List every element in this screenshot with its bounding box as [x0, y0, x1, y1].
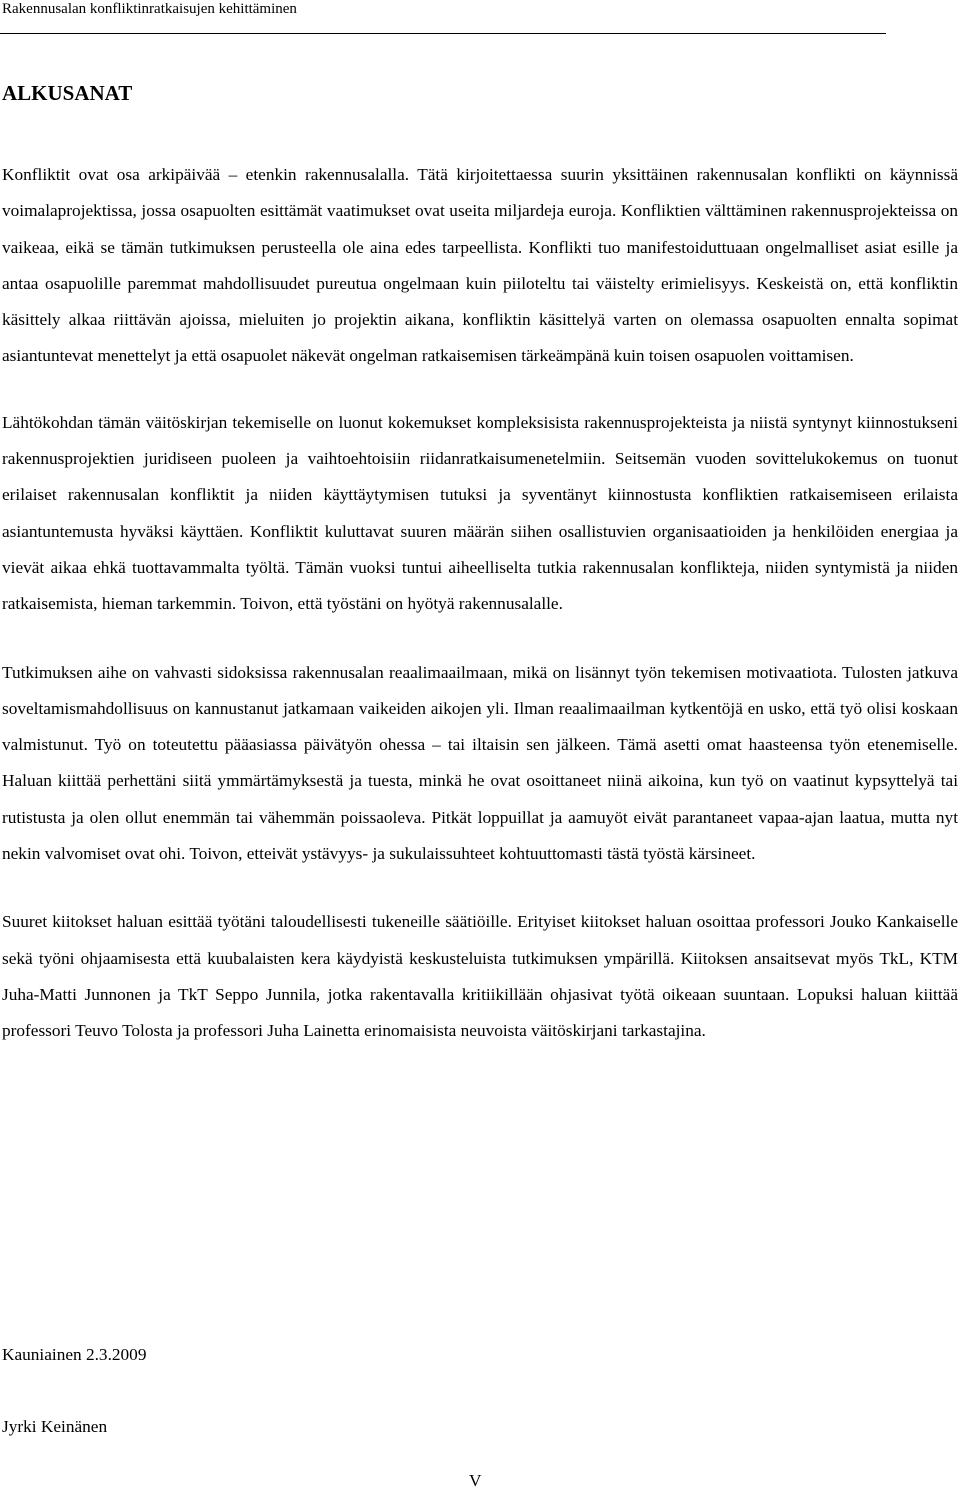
body-text — [2, 157, 958, 1050]
page-number: V — [469, 1471, 482, 1490]
paragraph-3: Tutkimuksen aihe on vahvasti sidoksissa rakennusalan reaalimaailmaan, mikä on lisännyt työn tekemisen motivaatiota. Tulosten jatkuva soveltamismahdollisuus on kannustanut jatkamaan vaikeiden aikojen yli. Ilman reaalimaailman kytkentöjä en usko, että työ olisi koskaan valmistunut. Työ on toteutettu pääasiassa päivätyön ohessa – tai iltaisin sen jälkeen. Tämä asetti omat haasteensa työn etenemiselle. Haluan kiittää perhettäni siitä ymmärtämyksestä ja tuesta, minkä he ovat osoittaneet niinä aikoina, kun työ on vaatinut kypsyttelyä tai rutistusta ja olen ollut enemmän tai vähemmän poissaoleva. Pitkät loppuillat ja aamuyöt eivät parantaneet vapaa-ajan laatua, mutta nyt nekin valvomiset ovat ohi. Toivon, etteivät ystävyys- ja sukulaissuhteet kohtuuttomasti tästä työstä kärsineet. — [2, 662, 958, 864]
signature-place-date: Kauniainen 2.3.2009 — [2, 1345, 147, 1364]
signature-author: Jyrki Keinänen — [2, 1417, 108, 1436]
header-divider — [0, 33, 886, 34]
paragraph-1: Konfliktit ovat osa arkipäivää – etenkin rakennusalalla. Tätä kirjoitettaessa suurin yksittäinen rakennusalan konflikti on käynnissä voimalaprojektissa, jossa osapuolten esittämät vaatimukset ovat useita miljardeja euroja. Konfliktien välttäminen rakennusprojekteissa on vaikeaa, eikä se tämän tutkimuksen perusteella ole aina edes tarpeellista. Konflikti tuo manifestoiduttuaan ongelmalliset asiat esille ja antaa osapuolille paremmat mahdollisuudet pureutua ongelmaan kuin piiloteltu tai väistelty erimielisyys. Keskeistä on, että konfliktin käsittely alkaa riittävän ajoissa, mieluiten jo projektin aikana, konfliktin käsittelyä varten on olemassa osapuolten ennalta sopimat asiantuntevat menettelyt ja että osapuolet näkevät ongelman ratkaisemisen tärkeämpänä kuin toisen osapuolen voittamisen. — [2, 165, 958, 366]
running-header: Rakennusalan konfliktinratkaisujen kehittäminen — [2, 1, 297, 17]
paragraph-4: Suuret kiitokset haluan esittää työtäni taloudellisesti tukeneille säätiöille. Erityiset kiitokset haluan osoittaa professori Jouko Kankaiselle sekä työni ohjaamisesta että kuubalaisten kera käydyistä keskusteluista tutkimuksen ympärillä. Kiitoksen ansaitsevat myös TkL, KTM Juha-Matti Junnonen ja TkT Seppo Junnila, jotka rakentavalla kritiikillään ohjasivat työtä oikeaan suuntaan. Lopuksi haluan kiittää professori Teuvo Tolosta ja professori Juha Lainetta erinomaisista neuvoista väitöskirjani tarkastajina. — [2, 912, 958, 1041]
section-title: ALKUSANAT — [2, 81, 133, 105]
paragraph-2: Lähtökohdan tämän väitöskirjan tekemiselle on luonut kokemukset kompleksisista rakennusprojekteista ja niistä syntynyt kiinnostukseni rakennusprojektien juridiseen puoleen ja vaihtoehtoisiin riidanratkaisumenetelmiin. Seitsemän vuoden sovittelukokemus on tuonut erilaiset rakennusalan konfliktit ja niiden käyttäytymisen tutuksi ja syventänyt kiinnostusta konfliktien ratkaisemiseen erilaista asiantuntemusta hyväksi käyttäen. Konfliktit kuluttavat suuren määrän siihen osallistuvien organisaatioiden ja henkilöiden energiaa ja vievät aikaa ehkä tuottavammalta työltä. Tämän vuoksi tuntui aiheelliselta tutkia rakennusalan konflikteja, niiden syntymistä ja niiden ratkaisemista, hieman tarkemmin. Toivon, että työstäni on hyötyä rakennusalalle. — [2, 412, 958, 614]
